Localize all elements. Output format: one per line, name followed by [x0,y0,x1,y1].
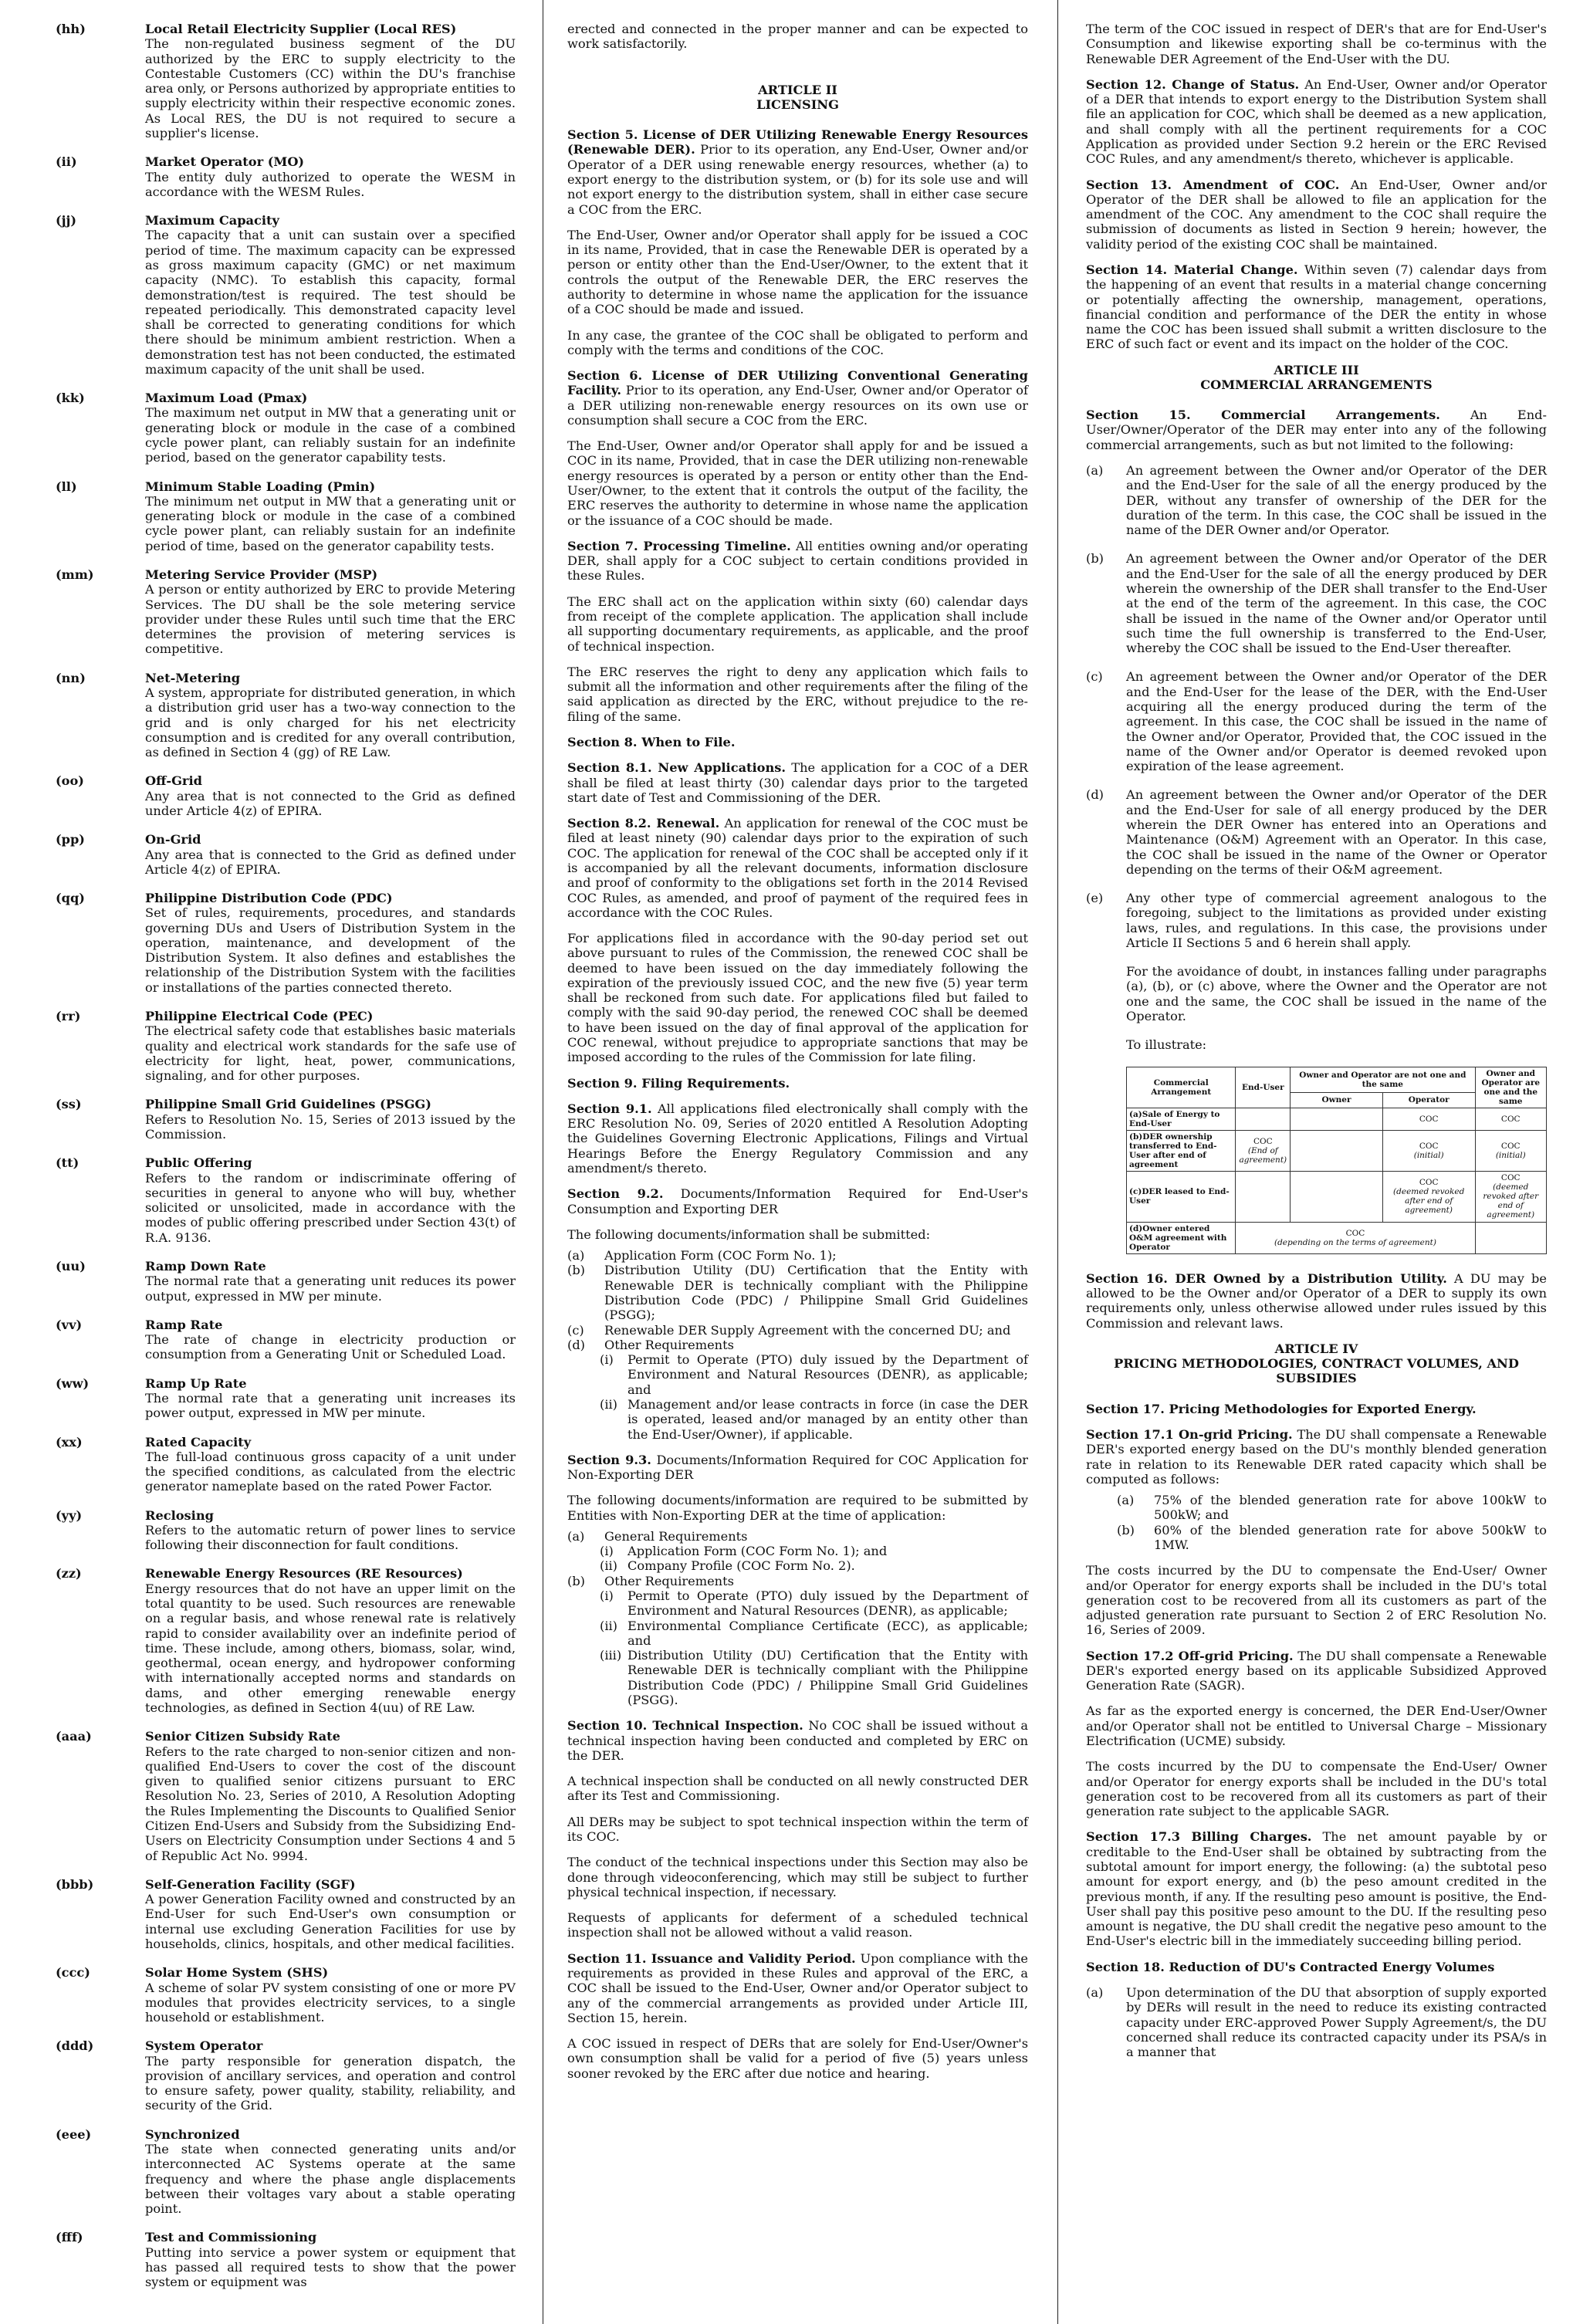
definition-label: (ll) [56,479,77,494]
list-item: (a) Upon determination of the DU that absorption of supply exported by DERs will result in the need to reduce its existing contracted capacity under ERC-approved Power Supply Agreement/s, the DU concerned shall reduce its contracted capacity under its PSA/s in a manner that [1086,1984,1547,2060]
section-9-3: Section 9.3. Documents/Information Required for COC Application for Non-Exporting DER [567,1452,1028,1483]
table-header: End-User [1236,1067,1291,1108]
definition-item [56,1965,516,2025]
section-10-para-2: A technical inspection shall be conducted on all newly constructed DER after its Test and Commissioning. [567,1774,1028,1804]
column-licensing [567,22,1028,2092]
list-item: (a) 75% of the blended generation rate for above 100kW to 500kW; and [1117,1493,1547,1523]
definition-term: Reclosing [145,1507,214,1523]
table-cell: COC (depending on the terms of agreement) [1236,1222,1475,1253]
article-number: ARTICLE III [1274,362,1359,377]
definition-item [56,479,516,553]
definition-item [56,1155,516,1245]
definition-label: (ii) [56,154,77,170]
section-17-2: Section 17.2 Off-grid Pricing. The DU shall compensate a Renewable DER's exported energy based on its applicable Subsidized Approved Generation Rate (SAGR). [1086,1648,1548,1693]
definition-term: Senior Citizen Subsidy Rate [145,1729,340,1744]
definition-term: On-Grid [145,832,201,847]
sub-item: (i) Permit to Operate (PTO) duly issued by the Department of Environment and Natural Resources (DENR), as applicable; and [600,1352,1028,1397]
definition-term: Self-Generation Facility (SGF) [145,1876,356,1892]
section-6: Section 6. License of DER Utilizing Conventional Generating Facility. Prior to its operation, any End-User, Owner and/or Operator of a DER utilizing non-renewable energy resources on its own use or consumption shall secure a COC from the ERC. [567,368,1028,428]
article-2-heading [567,83,1028,113]
definition-item [56,1729,516,1863]
section-9-2-list [567,1248,1028,1442]
section-10-para-4: The conduct of the technical inspections under this Section may also be done through videoconferencing, which may still be subject to further physical technical inspection, if necessary. [567,1855,1028,1899]
list-item: (a) General Requirements [567,1528,748,1544]
section-7: Section 7. Processing Timeline. All entities owning and/or operating DER, shall apply for a COC subject to certain conditions provided in these Rules. [567,538,1028,584]
definition-term: Maximum Capacity [145,213,279,228]
table-header: Owner and Operator are one and the same [1475,1067,1547,1108]
table-cell: COC (deemed revoked after end of agreement) [1382,1172,1475,1222]
section-9-2-intro: The following documents/information shall be submitted: [567,1226,931,1242]
sub-item: (ii) Company Profile (COC Form No. 2). [600,1558,855,1574]
definition-label: (qq) [56,891,85,906]
section-14: Section 14. Material Change. Within seven (7) calendar days from the happening of an event that results in a material change concerning or potentially affecting the ownership, management, operations, financial condition and performance of the DER the entity in whose name the COC has been issued shall submit a written disclosure to the ERC of such fact or event and its impact on the holder of the COC. [1086,262,1547,352]
definition-term: Philippine Small Grid Guidelines (PSGG) [145,1097,431,1112]
section-8-2-para-2: For applications filed in accordance with the 90-day period set out above pursuant to rules of the Commission, the renewed COC shall be deemed to have been issued on the day immediately following the expiration of the previously issued COC, and the new five (5) year term shall be reckoned from such date. For applications filed but failed to comply with the said 90-day period, the renewed COC shall be deemed to have been issued on the day of final approval of the application for COC renewal, without prejudice to appropriate sanctions that may be imposed according to the rules of the Commission for late filing. [567,931,1028,1065]
definition-text: The state when connected generating units and/or interconnected AC Systems operate at the same frequency and where the phase angle displacements between their voltages vary about a stable operating point. [145,2142,516,2217]
definition-term: Market Operator (MO) [145,154,305,170]
table-row [1127,1172,1547,1222]
section-17-3: Section 17.3 Billing Charges. The net amount payable by or creditable to the End-User shall be obtained by subtracting from the subtotal amount for import energy, the following: (a) the subtotal peso amount for export energy, and (b) the peso amount credited in the previous month, if any. If the resulting peso amount is positive, the End-User shall pay this positive peso amount to the DU. If the resulting peso amount is negative, the DU shall credit the negative peso amount to the End-User's electric bill in the immediately succeeding billing period. [1086,1829,1548,1949]
list-item: (d) An agreement between the Owner and/or Operator of the DER and the End-User for sale of all energy produced by the DER wherein the DER Owner has entered into an Operations and Maintenance (O&M) Agreement with an Operator. In this case, the COC shall be issued in the name of the Owner or Operator depending on the terms of their O&M agreement. [1086,787,1547,877]
table-cell: COC (End of agreement) [1236,1130,1291,1171]
list-item: (b) An agreement between the Owner and/or Operator of the DER and the End-User for the sale of all the energy produced by DER wherein the ownership of the DER shall transfer to the End-User at the end of the term of the agreement. In this case, the COC shall be issued in the name of the Owner and/or Operator until such time the full ownership is transferred to the End-User, whereby the COC shall be issued to the End-User thereafter. [1086,551,1547,656]
definition-text: Set of rules, requirements, procedures, and standards governing DUs and Users of Distribution System in the operation, maintenance, and development of the Distribution System. It also defines and establishes the relationship of the Distribution System with the facilities or installations of the parties connected thereto. [145,905,516,995]
definition-text: Any area that is connected to the Grid as defined under Article 4(z) of EPIRA. [145,847,516,877]
definition-item [56,832,516,877]
definition-term: Public Offering [145,1155,252,1171]
section-5: Section 5. License of DER Utilizing Renewable Energy Resources (Renewable DER). Prior to its operation, any End-User, Owner and/or Operator of a DER using renewable energy resources, whether (a) to export energy to the distribution system, or (b) for its sole use and will not export energy to the distribution system, shall in either case secure a COC from the ERC. [567,127,1028,217]
section-17-heading: Section 17. Pricing Methodologies for Exported Energy. [1086,1401,1477,1416]
definition-item [56,22,516,140]
definition-term: Test and Commissioning [145,2230,317,2245]
section-9-3-list [567,1529,1028,1707]
section-15: Section 15. Commercial Arrangements. An End-User/Owner/Operator of the DER may enter into any of the following commercial arrangements, such as but not limited to the following: [1086,408,1547,452]
column-definitions [56,22,516,2304]
section-10-para-5: Requests of applicants for deferment of a scheduled technical inspection shall not be allowed without a valid reason. [567,1910,1028,1940]
sub-item: (ii) Management and/or lease contracts in force (in case the DER is operated, leased and/or managed by an entity other than the End-User/Owner), if applicable. [600,1396,1028,1442]
section-7-para-2: The ERC shall act on the application within sixty (60) calendar days from receipt of the complete application. The application shall include all supporting documentary requirements, as applicable, and the proof of technical inspection. [567,594,1028,654]
definition-text: The maximum net output in MW that a generating unit or generating block or module in the case of a combined cycle power plant, can reliably sustain for an indefinite period, based on the generator capability tests. [145,405,516,465]
to-illustrate-label: To illustrate: [1126,1037,1207,1053]
definition-label: (ss) [56,1097,82,1112]
table-cell: COC [1382,1108,1475,1130]
table-cell: COC (initial) [1382,1130,1475,1171]
definition-text: The electrical safety code that establishes basic materials quality and electrical work standards for the safe use of electricity for light, heat, power, communications, signaling, and for other purposes. [145,1023,516,1084]
definition-label: (nn) [56,670,86,685]
definition-label: (zz) [56,1566,82,1581]
continued-text: erected and connected in the proper manner and can be expected to work satisfactorily. [567,22,1028,52]
definition-item [56,891,516,995]
list-item: (b) 60% of the blended generation rate for above 500kW to 1MW. [1117,1522,1547,1552]
section-11-para-2: A COC issued in respect of DERs that are solely for End-User/Owner's own consumption shall be valid for a period of five (5) years unless sooner revoked by the ERC after due notice and hearing. [567,2036,1028,2081]
commercial-arrangement-table [1126,1067,1547,1254]
definition-item [56,2230,516,2289]
definition-term: Philippine Electrical Code (PEC) [145,1009,374,1024]
definition-item [56,391,516,465]
definition-label: (mm) [56,567,94,582]
list-item: (b) Other Requirements [567,1573,734,1588]
definition-text: Refers to the automatic return of power lines to service following their disconnection for fault conditions. [145,1522,516,1553]
section-9-heading: Section 9. Filing Requirements. [567,1075,790,1091]
definition-term: Rated Capacity [145,1434,252,1450]
definition-term: Metering Service Provider (MSP) [145,567,378,582]
table-cell: COC (deemed revoked after end of agreement) [1475,1172,1547,1222]
section-5-para-2: The End-User, Owner and/or Operator shall apply for be issued a COC in its name, Provided, that in case the Renewable DER is operated by a person or entity other than the End-User/Owner, to the extent that it controls the output of the Renewable DER, the ERC reserves the authority to determine in whose name the application for the issuance of a COC should be made and issued. [567,227,1028,317]
column-commercial [1086,22,1547,2073]
definition-text: The entity duly authorized to operate the WESM in accordance with the WESM Rules. [145,169,516,199]
definition-text: Energy resources that do not have an upper limit on the total quantity to be used. Such resources are renewable on a regular basis, and whose renewal rate is relatively rapid to consider availability over an indefinite period of time. These include, among others, biomass, solar, wind, geothermal, ocean energy, and hydropower conforming with internationally accepted norms and standards on dams, and other emerging renewable energy technologies, as defined in Section 4(uu) of RE Law. [145,1581,516,1715]
article-4-heading [1086,1341,1547,1386]
definition-label: (oo) [56,773,84,789]
table-row [1127,1222,1547,1253]
coc-term-paragraph: The term of the COC issued in respect of DER's that are for End-User's Consumption and likewise exporting shall be co-terminus with the Renewable DER Agreement of the End-User with the DU. [1086,22,1547,66]
definition-item [56,2038,516,2113]
definition-label: (jj) [56,213,77,228]
table-cell [1291,1108,1383,1130]
section-10-para-3: All DERs may be subject to spot technical inspection within the term of its COC. [567,1814,1028,1844]
definition-term: Minimum Stable Loading (Pmin) [145,479,376,494]
section-9-3-intro: The following documents/information are required to be submitted by Entities with Non-Exporting DER at the time of application: [567,1493,1028,1523]
definition-item [56,1376,516,1421]
section-17-1-list [1117,1493,1547,1552]
sub-item: (ii) Environmental Compliance Certificate (ECC), as applicable; and [600,1618,1028,1648]
section-8-1: Section 8.1. New Applications. The application for a COC of a DER shall be filed at least thirty (30) calendar days prior to the targeted start date of Test and Commissioning of the DER. [567,760,1028,805]
table-cell [1291,1172,1383,1222]
definition-term: Off-Grid [145,773,202,789]
definition-term: Renewable Energy Resources (RE Resources) [145,1566,463,1581]
definition-term: Ramp Up Rate [145,1375,247,1391]
table-cell: (b)DER ownership transferred to End-User after end of agreement [1127,1130,1236,1171]
definition-text: A scheme of solar PV system consisting of one or more PV modules that provides electricity services, to a single household or establishment. [145,1980,516,2025]
table-cell [1291,1130,1383,1171]
section-17-2-para-2: As far as the exported energy is concerned, the DER End-User/Owner and/or Operator shall not be entitled to Universal Charge – Missionary Electrification (UCME) subsidy. [1086,1703,1547,1749]
table-header: Owner [1291,1093,1383,1108]
definition-label: (pp) [56,832,85,847]
list-item: (a) Application Form (COC Form No. 1); [567,1248,837,1263]
section-8-heading: Section 8. When to File. [567,734,736,749]
definition-text: The non-regulated business segment of the DU authorized by the ERC to supply electricity to the Contestable Customers (CC) within the DU's franchise area only, or Persons authorized by appropriate entities to supply electricity within their respective economic zones. As Local RES, the DU is not required to secure a supplier's license. [145,36,516,140]
definition-label: (hh) [56,22,86,36]
article-number: ARTICLE II [758,82,837,97]
definition-text: Any area that is not connected to the Grid as defined under Article 4(z) of EPIRA. [145,788,516,818]
section-9-1: Section 9.1. All applications filed electronically shall comply with the ERC Resolution No. 09, Series of 2020 entitled A Resolution Adopting the Guidelines Governing Electronic Applications, Filings and Virtual Hearings Before the Energy Regulatory Commission and any amendment/s thereto. [567,1101,1028,1176]
definition-text: The party responsible for generation dispatch, the provision of ancillary services, and operation and control to ensure safety, power quality, stability, reliability, and security of the Grid. [145,2053,516,2113]
definition-label: (aaa) [56,1729,92,1744]
section-10: Section 10. Technical Inspection. No COC shall be issued without a technical inspection having been conducted and completed by ERC on the DER. [567,1718,1028,1763]
definition-item [56,2127,516,2217]
list-item: (d) Other Requirements [567,1337,734,1352]
sub-item: (i) Application Form (COC Form No. 1); and [600,1544,888,1559]
definition-label: (eee) [56,2126,92,2142]
list-item: (b) Distribution Utility (DU) Certification that the Entity with Renewable DER is technically compliant with the Philippine Distribution Code (PDC) / Philippine Small Grid Guidelines (PSGG); [567,1263,1028,1323]
definition-item [56,1259,516,1304]
list-item: (a) An agreement between the Owner and/or Operator of the DER and the End-User for the sale of all the energy produced by the DER, without any transfer of ownership of the DER for the duration of the term. In this case, the COC shall be issued in the name of the DER Owner and/or Operator. [1086,463,1547,538]
table-header: Owner and Operator are not one and the same [1291,1067,1475,1093]
definition-term: Ramp Rate [145,1317,223,1332]
definition-label: (bbb) [56,1876,94,1892]
definition-label: (tt) [56,1155,79,1171]
definition-text: Putting into service a power system or equipment that has passed all required tests to show that the power system or equipment was [145,2245,516,2290]
section-5-para-3: In any case, the grantee of the COC shall be obligated to perform and comply with the terms and conditions of the COC. [567,327,1028,357]
section-18-heading: Section 18. Reduction of DU's Contracted Energy Volumes [1086,1959,1495,1974]
definition-text: The minimum net output in MW that a generating unit or generating block or module in the case of a combined cycle power plant, can reliably sustain for an indefinite period of time, based on the generator capability tests. [145,493,516,553]
definition-text: A power Generation Facility owned and constructed by an End-User for such End-User's own consumption or internal use excluding Generation Facilities for use by households, clinics, hospitals, and other medical facilities. [145,1892,516,1951]
definition-item [56,1877,516,1951]
definition-label: (yy) [56,1507,83,1523]
definition-item [56,1435,516,1494]
definition-text: A person or entity authorized by ERC to provide Metering Services. The DU shall be the sole metering service provider under these Rules until such time that the ERC determines the provision of metering services is competitive. [145,582,516,657]
table-cell: COC [1475,1108,1547,1130]
section-16: Section 16. DER Owned by a Distribution Utility. A DU may be allowed to be the Owner and/or Operator of a DER to supply its own requirements only, unless otherwise allowed under rules issued by this Commission and relevant laws. [1086,1270,1547,1331]
table-cell: COC (initial) [1475,1130,1547,1171]
definition-text: The full-load continuous gross capacity of a unit under the specified conditions, as calculated from the electric generator nameplate based on the rated Power Factor. [145,1449,516,1494]
table-row [1127,1108,1547,1130]
sub-item: (i) Permit to Operate (PTO) duly issued by the Department of Environment and Natural Resources (DENR), as applicable; [600,1588,1028,1619]
section-7-para-3: The ERC reserves the right to deny any application which fails to submit all the information and other requirements after the filing of the said application as directed by the ERC, without prejudice to the re-filing of the same. [567,664,1028,724]
section-17-2-para-3: The costs incurred by the DU to compensate the End-User/ Owner and/or Operator for energy exports shall be included in the DU's total generation cost to be recovered from all its customers as part of their generation rate subject to the applicable SAGR. [1086,1759,1547,1819]
section-17-1: Section 17.1 On-grid Pricing. The DU shall compensate a Renewable DER's exported energy based on the DU's monthly blended generation rate in relation to its Renewable DER rated capacity which shall be computed as follows: [1086,1426,1548,1487]
list-item: (e) Any other type of commercial agreement analogous to the foregoing, subject to the limitations as provided under existing laws, rules, and regulations. In this case, the provisions under Article II Sections 5 and 6 herein shall apply. [1086,891,1547,950]
list-item: (c) Renewable DER Supply Agreement with the concerned DU; and [567,1322,1011,1338]
table-header-row [1127,1067,1547,1093]
definition-text: Refers to Resolution No. 15, Series of 2013 issued by the Commission. [145,1111,516,1142]
definition-term: Synchronized [145,2126,240,2142]
definition-item [56,154,516,199]
definition-text: Refers to the random or indiscriminate offering of securities in general to anyone who will buy, whether solicited or unsolicited, made in accordance with the modes of public offering prescribed under Section 43(t) of R.A. 9136. [145,1170,516,1245]
section-11: Section 11. Issuance and Validity Period. Upon compliance with the requirements as provided in these Rules and approval of the ERC, a COC shall be issued to the End-User, Owner and/or Operator subject to any of the commercial arrangements as provided under Article III, Section 15, herein. [567,1950,1028,2025]
table-cell: (a)Sale of Energy to End-User [1127,1108,1236,1130]
table-header: Operator [1382,1093,1475,1108]
sub-item: (iii) Distribution Utility (DU) Certification that the Entity with Renewable DER is technically compliant with the Philippine Distribution Code (PDC) / Philippine Small Grid Guidelines (PSGG). [600,1648,1028,1707]
section-15-clarification: For the avoidance of doubt, in instances falling under paragraphs (a), (b), or (c) above, where the Owner and the Operator are not one and the same, the COC shall be issued in the name of the Operator. [1126,964,1547,1024]
definition-term: Ramp Down Rate [145,1258,266,1274]
article-number: ARTICLE IV [1274,1341,1358,1356]
definition-term: Philippine Distribution Code (PDC) [145,891,393,906]
definition-item [56,1318,516,1362]
definition-term: Solar Home System (SHS) [145,1965,329,1981]
list-item: (c) An agreement between the Owner and/or Operator of the DER and the End-User for the lease of the DER, with the End-User acquiring all the energy produced during the term of the agreement. In this case, the COC shall be issued in the name of the Owner and/or Operator, Provided that, the COC issued in the name of the Owner and/or Operator is deemed revoked upon expiration of the lease agreement. [1086,669,1547,774]
definition-label: (rr) [56,1009,81,1024]
section-6-para-2: The End-User, Owner and/or Operator shall apply for and be issued a COC in its name, Provided, that in case the DER utilizing non-renewable energy resources is operated by a person or entity other than the End-User/Owner, to the extent that it controls the output of the facility, the ERC reserves the authority to determine in whose name the application or the issuance of a COC should be made. [567,438,1028,528]
definition-label: (fff) [56,2230,83,2245]
table-cell [1236,1108,1291,1130]
definition-item [56,1009,516,1083]
definition-item [56,1097,516,1142]
definition-item [56,773,516,818]
definition-label: (vv) [56,1317,83,1332]
definition-text: The rate of change in electricity production or consumption from a Generating Unit or Scheduled Load. [145,1332,516,1362]
section-13: Section 13. Amendment of COC. An End-User, Owner and/or Operator of the DER shall be allowed to file an application for the amendment of the COC. Any amendment to the COC shall require the submission of documents as listed in Section 9 herein; however, the validity period of the existing COC shall be maintained. [1086,177,1547,252]
table-cell: (c)DER leased to End-User [1127,1172,1236,1222]
definition-label: (xx) [56,1434,83,1450]
definition-label: (uu) [56,1258,86,1274]
table-header: Commercial Arrangement [1127,1067,1236,1108]
section-9-2: Section 9.2. Documents/Information Required for End-User's Consumption and Exporting DER [567,1186,1028,1216]
definition-item [56,567,516,657]
article-title: COMMERCIAL ARRANGEMENTS [1200,377,1433,392]
definition-term: Maximum Load (Pmax) [145,391,308,406]
article-title: PRICING METHODOLOGIES, CONTRACT VOLUMES, AND SUBSIDIES [1114,1356,1519,1386]
definition-text: The capacity that a unit can sustain over a specified period of time. The maximum capacity can be expressed as gross maximum capacity (GMC) or net maximum capacity (NMC). To establish this capacity, formal demonstration/test is required. The test should be repeated periodically. This demonstrated capacity level shall be corrected to generating conditions for which there should be minimum ambient restriction. When a demonstration test has not been conducted, the estimated maximum capacity of the unit shall be used. [145,228,516,377]
table-cell [1475,1222,1547,1253]
definition-label: (ddd) [56,2038,94,2054]
definition-label: (ww) [56,1375,90,1391]
section-12: Section 12. Change of Status. An End-User, Owner and/or Operator of a DER that intends to export energy to the Distribution System shall file an application for COC, which shall be deemed as a new application, and shall comply with all the pertinent requirements for a COC Application as provided under Section 9.2 herein or the ERC Revised COC Rules, and any amendment/s thereto, whichever is applicable. [1086,76,1547,167]
definition-text: The normal rate that a generating unit reduces its power output, expressed in MW per minute. [145,1274,516,1304]
definition-text: Refers to the rate charged to non-senior citizen and non-qualified End-Users to cover the cost of the discount given to qualified senior citizens pursuant to ERC Resolution No. 23, Series of 2010, A Resolution Adopting the Rules Implementing the Discounts to Qualified Senior Citizen End-Users and Subsidy from the Subsidizing End-Users on Electricity Consumption under Sections 4 and 5 of Republic Act No. 9994. [145,1744,516,1863]
definition-term: System Operator [145,2038,263,2054]
definition-term: Net-Metering [145,670,241,685]
table-row [1127,1130,1547,1171]
definition-label: (ccc) [56,1965,90,1981]
section-8-2: Section 8.2. Renewal. An application for renewal of the COC must be filed at least ninety (90) calendar days prior to the expiration of such COC. The application for renewal of the COC shall be accepted only if it is accompanied by all the relevant documents, information disclosure and proof of conformity to the obligations set forth in the 2014 Revised COC Rules, as amended, and proof of payment of the required fees in accordance with the COC Rules. [567,816,1029,920]
table-cell: (d)Owner entered O&M agreement with Operator [1127,1222,1236,1253]
column-rule-right [1057,0,1058,2324]
definition-item [56,1566,516,1715]
definition-text: The normal rate that a generating unit increases its power output, expressed in MW per minute. [145,1390,516,1421]
article-3-heading [1086,363,1547,393]
definition-item [56,213,516,377]
section-17-1-para-2: The costs incurred by the DU to compensate the End-User/ Owner and/or Operator for energy exports shall be included in the DU's total generation cost to be recovered from all its customers as part of the adjusted generation rate pursuant to Section 2 of ERC Resolution No. 16, Series of 2009. [1086,1563,1547,1638]
definition-label: (kk) [56,391,85,406]
article-title: LICENSING [756,96,839,112]
definition-item [56,671,516,760]
table-cell [1236,1172,1291,1222]
definition-item [56,1508,516,1553]
definition-text: A system, appropriate for distributed generation, in which a distribution grid user has a two-way connection to the grid and is only charged for his net electricity consumption and is credited for any overall contribution, as defined in Section 4 (gg) of RE Law. [145,685,516,760]
definition-term: Local Retail Electricity Supplier (Local RES) [145,22,457,36]
